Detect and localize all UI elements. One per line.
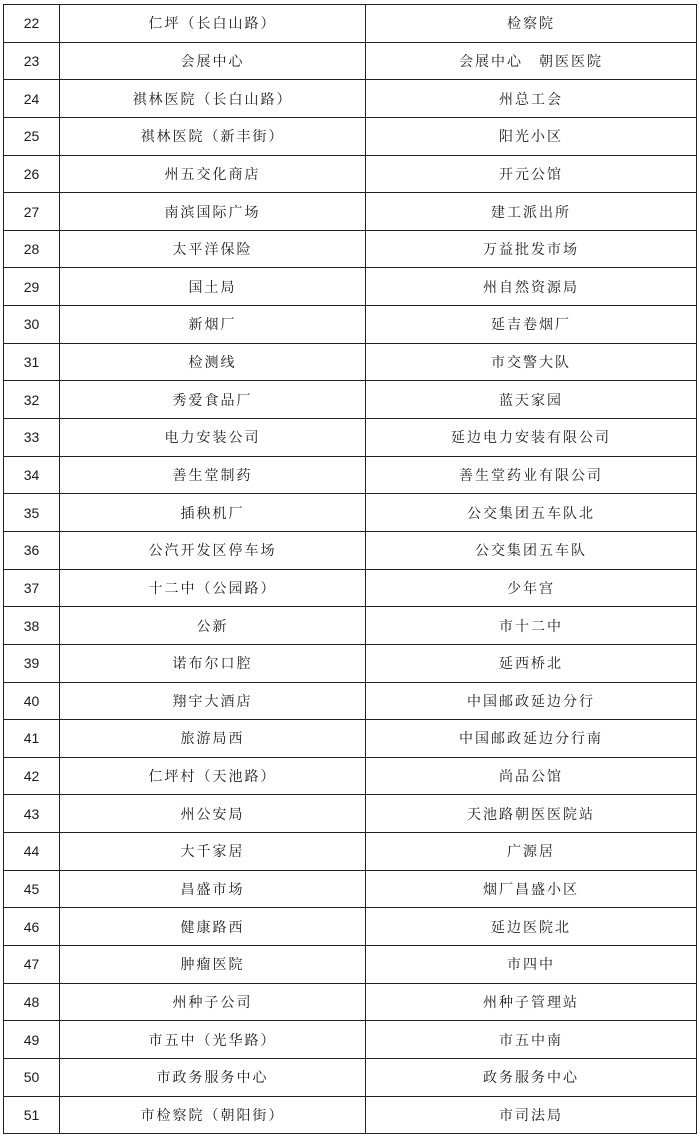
new-station-name-cell: 中国邮政延边分行南 (366, 720, 697, 758)
row-number-cell: 26 (4, 155, 60, 193)
row-number-cell: 38 (4, 607, 60, 645)
new-station-name-cell: 广源居 (366, 833, 697, 871)
original-station-name-cell: 国土局 (60, 268, 366, 306)
table-row (4, 983, 697, 1021)
row-number-cell: 48 (4, 983, 60, 1021)
new-station-name-cell: 开元公馆 (366, 155, 697, 193)
row-number-cell: 35 (4, 494, 60, 532)
new-station-name-cell: 检察院 (366, 5, 697, 43)
original-station-name-cell: 大千家居 (60, 833, 366, 871)
table-row (4, 1096, 697, 1134)
original-station-name-cell: 检测线 (60, 343, 366, 381)
row-number-cell: 51 (4, 1096, 60, 1134)
new-station-name-cell: 善生堂药业有限公司 (366, 456, 697, 494)
station-rename-table-container (3, 4, 696, 1134)
table-row (4, 644, 697, 682)
original-station-name-cell: 太平洋保险 (60, 230, 366, 268)
new-station-name-cell: 万益批发市场 (366, 230, 697, 268)
row-number-cell: 29 (4, 268, 60, 306)
table-row (4, 946, 697, 984)
table-row (4, 193, 697, 231)
row-number-cell: 31 (4, 343, 60, 381)
original-station-name-cell: 健康路西 (60, 908, 366, 946)
new-station-name-cell: 延边电力安装有限公司 (366, 419, 697, 457)
station-rename-table (3, 4, 697, 1134)
original-station-name-cell: 祺林医院（长白山路） (60, 80, 366, 118)
original-station-name-cell: 公汽开发区停车场 (60, 531, 366, 569)
row-number-cell: 49 (4, 1021, 60, 1059)
new-station-name-cell: 阳光小区 (366, 117, 697, 155)
row-number-cell: 44 (4, 833, 60, 871)
original-station-name-cell: 十二中（公园路） (60, 569, 366, 607)
new-station-name-cell: 市司法局 (366, 1096, 697, 1134)
table-row (4, 343, 697, 381)
new-station-name-cell: 市四中 (366, 946, 697, 984)
new-station-name-cell: 州种子管理站 (366, 983, 697, 1021)
row-number-cell: 33 (4, 419, 60, 457)
original-station-name-cell: 肿瘤医院 (60, 946, 366, 984)
row-number-cell: 42 (4, 757, 60, 795)
original-station-name-cell: 南滨国际广场 (60, 193, 366, 231)
row-number-cell: 22 (4, 5, 60, 43)
table-row (4, 117, 697, 155)
new-station-name-cell: 烟厂昌盛小区 (366, 870, 697, 908)
original-station-name-cell: 公新 (60, 607, 366, 645)
new-station-name-cell: 建工派出所 (366, 193, 697, 231)
row-number-cell: 47 (4, 946, 60, 984)
new-station-name-cell: 延西桥北 (366, 644, 697, 682)
table-row (4, 833, 697, 871)
row-number-cell: 23 (4, 42, 60, 80)
row-number-cell: 32 (4, 381, 60, 419)
new-station-name-cell: 政务服务中心 (366, 1058, 697, 1096)
table-row (4, 1058, 697, 1096)
new-station-name-cell: 市十二中 (366, 607, 697, 645)
new-station-name-cell: 市五中南 (366, 1021, 697, 1059)
new-station-name-cell: 延吉卷烟厂 (366, 306, 697, 344)
table-row (4, 306, 697, 344)
original-station-name-cell: 仁坪（长白山路） (60, 5, 366, 43)
new-station-name-cell: 会展中心 朝医医院 (366, 42, 697, 80)
original-station-name-cell: 昌盛市场 (60, 870, 366, 908)
row-number-cell: 27 (4, 193, 60, 231)
table-row (4, 381, 697, 419)
new-station-name-cell: 州自然资源局 (366, 268, 697, 306)
table-row (4, 531, 697, 569)
original-station-name-cell: 翔宇大酒店 (60, 682, 366, 720)
table-row (4, 795, 697, 833)
original-station-name-cell: 会展中心 (60, 42, 366, 80)
new-station-name-cell: 少年宫 (366, 569, 697, 607)
table-row (4, 230, 697, 268)
new-station-name-cell: 延边医院北 (366, 908, 697, 946)
row-number-cell: 28 (4, 230, 60, 268)
original-station-name-cell: 善生堂制药 (60, 456, 366, 494)
row-number-cell: 36 (4, 531, 60, 569)
table-row (4, 5, 697, 43)
row-number-cell: 30 (4, 306, 60, 344)
original-station-name-cell: 州五交化商店 (60, 155, 366, 193)
table-row (4, 419, 697, 457)
table-row (4, 757, 697, 795)
new-station-name-cell: 天池路朝医医院站 (366, 795, 697, 833)
new-station-name-cell: 蓝天家园 (366, 381, 697, 419)
original-station-name-cell: 州种子公司 (60, 983, 366, 1021)
original-station-name-cell: 秀爱食品厂 (60, 381, 366, 419)
table-row (4, 268, 697, 306)
table-row (4, 42, 697, 80)
original-station-name-cell: 祺林医院（新丰街） (60, 117, 366, 155)
original-station-name-cell: 州公安局 (60, 795, 366, 833)
original-station-name-cell: 插秧机厂 (60, 494, 366, 532)
row-number-cell: 25 (4, 117, 60, 155)
row-number-cell: 24 (4, 80, 60, 118)
table-row (4, 870, 697, 908)
new-station-name-cell: 市交警大队 (366, 343, 697, 381)
row-number-cell: 40 (4, 682, 60, 720)
new-station-name-cell: 公交集团五车队 (366, 531, 697, 569)
row-number-cell: 41 (4, 720, 60, 758)
table-row (4, 1021, 697, 1059)
original-station-name-cell: 旅游局西 (60, 720, 366, 758)
original-station-name-cell: 市检察院（朝阳街） (60, 1096, 366, 1134)
table-row (4, 155, 697, 193)
row-number-cell: 39 (4, 644, 60, 682)
table-row (4, 682, 697, 720)
original-station-name-cell: 市五中（光华路） (60, 1021, 366, 1059)
row-number-cell: 34 (4, 456, 60, 494)
table-row (4, 908, 697, 946)
table-row (4, 720, 697, 758)
table-row (4, 607, 697, 645)
row-number-cell: 37 (4, 569, 60, 607)
table-body (4, 5, 697, 1134)
original-station-name-cell: 市政务服务中心 (60, 1058, 366, 1096)
original-station-name-cell: 诺布尔口腔 (60, 644, 366, 682)
row-number-cell: 46 (4, 908, 60, 946)
table-row (4, 80, 697, 118)
original-station-name-cell: 电力安装公司 (60, 419, 366, 457)
table-row (4, 494, 697, 532)
new-station-name-cell: 公交集团五车队北 (366, 494, 697, 532)
table-row (4, 456, 697, 494)
original-station-name-cell: 仁坪村（天池路） (60, 757, 366, 795)
row-number-cell: 50 (4, 1058, 60, 1096)
new-station-name-cell: 州总工会 (366, 80, 697, 118)
new-station-name-cell: 尚品公馆 (366, 757, 697, 795)
original-station-name-cell: 新烟厂 (60, 306, 366, 344)
row-number-cell: 43 (4, 795, 60, 833)
table-row (4, 569, 697, 607)
new-station-name-cell: 中国邮政延边分行 (366, 682, 697, 720)
row-number-cell: 45 (4, 870, 60, 908)
